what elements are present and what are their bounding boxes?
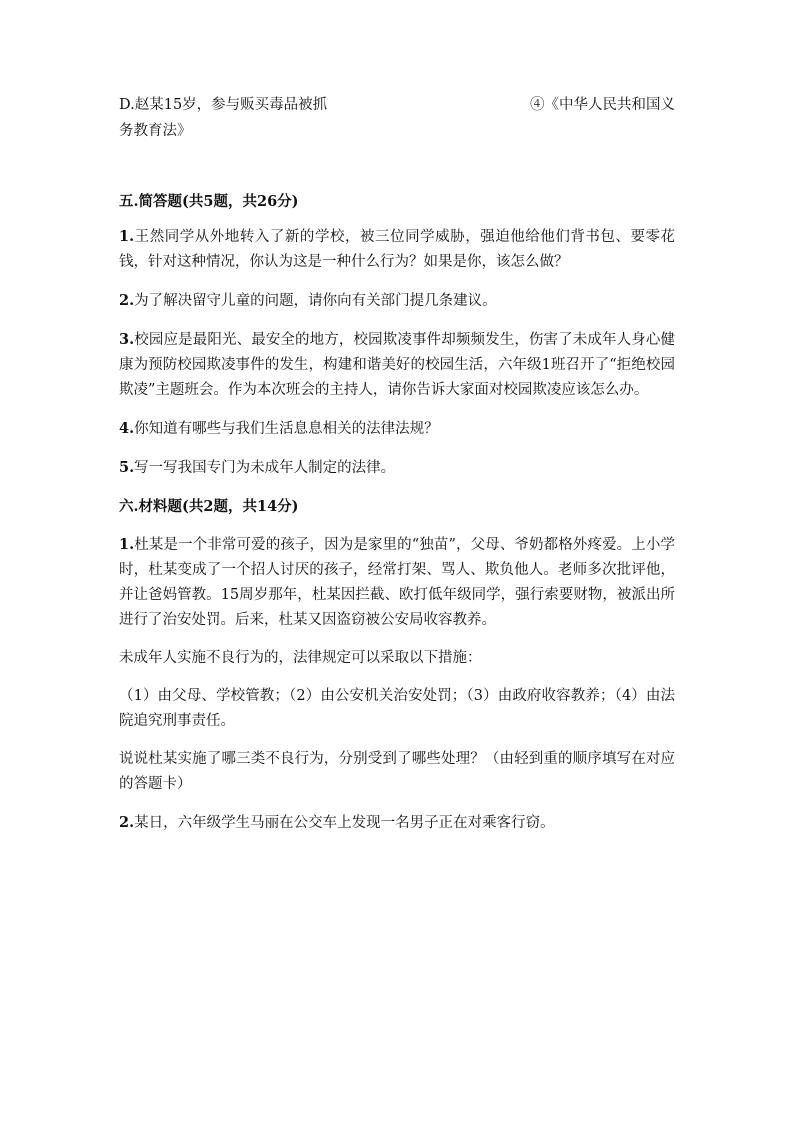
question-text: 校园应是最阳光、最安全的地方，校园欺凌事件却频频发生，伤害了未成年人身心健康为预防校园欺凌事件的发生，构建和谐美好的校园生活，六年级1班召开了“拒绝校园欺凌”主题班会。作为本次班会的主持人，请你告诉大家面对校园欺凌应该怎么办。 bbox=[119, 332, 675, 398]
question-5-1 bbox=[119, 224, 675, 275]
question-text: 写一写我国专门为未成年人制定的法律。 bbox=[134, 460, 396, 476]
option-4-text: ④《中华人民共和国义 bbox=[530, 97, 675, 113]
question-number: 1. bbox=[119, 228, 135, 245]
option-4-continuation: 务教育法》 bbox=[119, 123, 192, 139]
section-6-title: 六.材料题(共2题，共14分) bbox=[119, 498, 299, 515]
question-5-5 bbox=[119, 455, 675, 481]
question-6-2 bbox=[119, 810, 675, 836]
question-5-2 bbox=[119, 288, 675, 314]
document-page bbox=[119, 92, 675, 836]
option-d-line bbox=[119, 92, 675, 118]
question-text: 某日，六年级学生马丽在公交车上发现一名男子正在对乘客行窃。 bbox=[134, 815, 555, 831]
question-number: 1. bbox=[119, 536, 135, 553]
question-number: 5. bbox=[119, 459, 135, 476]
question-6-1-measures-intro: 未成年人实施不良行为的，法律规定可以采取以下措施： bbox=[119, 650, 482, 666]
question-6-1-prompt: 说说杜某实施了哪三类不良行为，分别受到了哪些处理？（由轻到重的顺序填写在对应的答题卡） bbox=[119, 751, 675, 792]
section-5-title: 五.简答题(共5题，共26分) bbox=[119, 193, 299, 210]
question-number: 2. bbox=[119, 814, 135, 831]
question-number: 2. bbox=[119, 292, 135, 309]
question-text: 你知道有哪些与我们生活息息相关的法律法规？ bbox=[134, 421, 439, 437]
question-5-4 bbox=[119, 416, 675, 442]
question-5-3 bbox=[119, 327, 675, 403]
question-6-1-measures: （1）由父母、学校管教；（2）由公安机关治安处罚；（3）由政府收容教养；（4）由法院追究刑事责任。 bbox=[119, 688, 675, 729]
question-number: 4. bbox=[119, 420, 135, 437]
option-d-text: D.赵某15岁，参与贩买毒品被抓 bbox=[119, 97, 328, 113]
question-text: 为了解决留守儿童的问题，请你向有关部门提几条建议。 bbox=[134, 293, 497, 309]
question-text: 王然同学从外地转入了新的学校，被三位同学威胁，强迫他给他们背书包、要零花钱，针对这种情况，你认为这是一种什么行为？如果是你，该怎么做？ bbox=[119, 229, 675, 270]
question-text: 杜某是一个非常可爱的孩子，因为是家里的“独苗”，父母、爷奶都格外疼爱。上小学时，杜某变成了一个招人讨厌的孩子，经常打架、骂人、欺负他人。老师多次批评他，并让爸妈管教。15周岁那年，杜某因拦截、欧打低年级同学，强行索要财物，被派出所进行了治安处罚。后来，杜某又因盗窃被公安局收容教养。 bbox=[119, 537, 675, 628]
question-number: 3. bbox=[119, 331, 135, 348]
question-6-1 bbox=[119, 532, 675, 633]
